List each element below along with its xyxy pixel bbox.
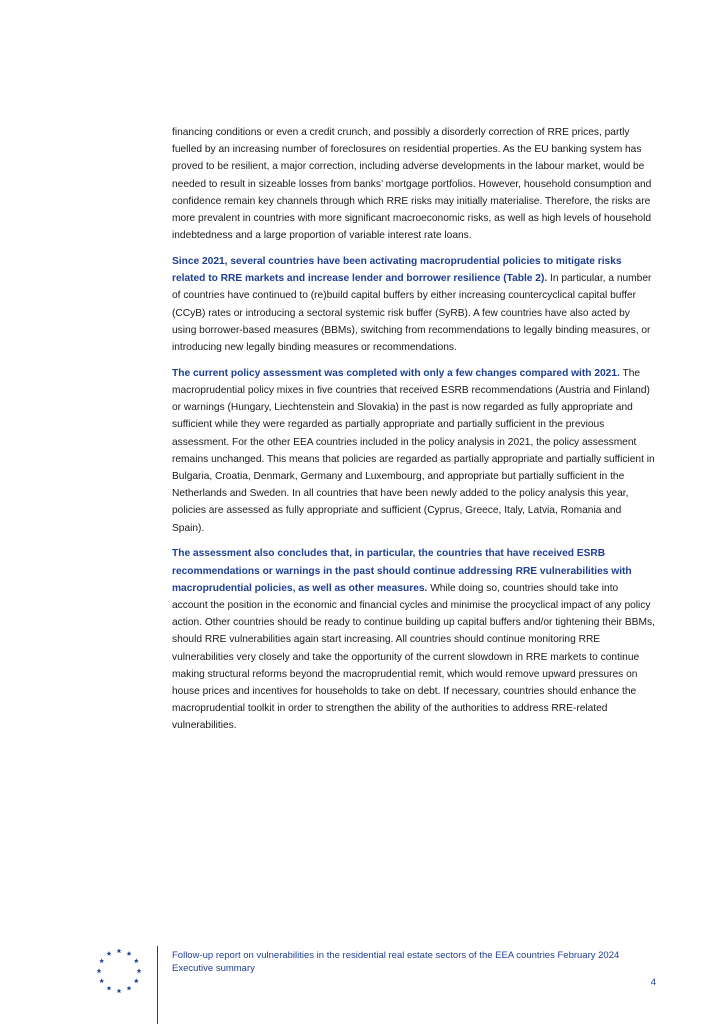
- paragraph-4-lead: The assessment also concludes that, in particular, the countries that have received ESRB recommendations or warnings in the past should continue addressing RRE vulnerabilities with macroprudential policies, as well as other measures.: [172, 548, 632, 594]
- paragraph-3-text: The macroprudential policy mixes in five countries that received ESRB recommendations (Austria and Finland) or warnings (Hungary, Liechtenstein and Slovakia) in the past is now regarded as fully appropriate and sufficient while they were regarded as partially appropriate and partially sufficient in the previous assessment. For the other EEA countries included in the policy analysis in 2021, the policy assessment remains unchanged. This means that policies are regarded as partially appropriate and partially sufficient in Bulgaria, Croatia, Denmark, Germany and Luxembourg, and appropriate but partially sufficient in the Netherlands and Sweden. In all countries that have been newly added to the policy analysis this year, policies are assessed as fully appropriate and sufficient (Cyprus, Greece, Italy, Latvia, Romania and Spain).: [172, 367, 655, 534]
- footer-report-title: Follow-up report on vulnerabilities in the residential real estate sectors of the EEA countries February 2024: [172, 950, 620, 961]
- paragraph-2-text: In particular, a number of countries have continued to (re)build capital buffers by either increasing countercyclical capital buffer (CCyB) rates or introducing a sectoral systemic risk buffer (SyRB). A few countries have also acted by using borrower-based measures (BBMs), switching from recommendations to legally binding measures, or introducing new legally binding measures or recommendations.: [172, 273, 652, 354]
- paragraph-2: [172, 253, 656, 356]
- paragraph-3-lead: The current policy assessment was completed with only a few changes compared with 2021.: [172, 367, 620, 379]
- paragraph-1-text: financing conditions or even a credit crunch, and possibly a disorderly correction of RRE prices, partly fuelled by an increasing number of foreclosures on residential properties. As the EU banking system has proved to be resilient, a major correction, including adverse developments in the labour market, would be needed to result in sizeable losses from banks’ mortgage portfolios. However, household consumption and confidence remain key channels through which RRE risks may initially materialise. Therefore, the risks are more prevalent in countries with more significant macroeconomic risks, as well as high levels of household indebtedness and a large proportion of variable interest rate loans.: [172, 127, 652, 242]
- footer-section-title: Executive summary: [172, 963, 255, 974]
- paragraph-1: [172, 124, 656, 244]
- paragraph-4: [172, 545, 656, 734]
- paragraph-2-lead: Since 2021, several countries have been activating macroprudential policies to mitigate risks related to RRE markets and increase lender and borrower resilience (Table 2).: [172, 256, 622, 285]
- page-number: 4: [650, 977, 656, 988]
- footer-divider: [157, 946, 158, 1024]
- document-body: [172, 124, 656, 743]
- footer-title: [172, 949, 656, 975]
- eu-stars-icon: [93, 945, 145, 997]
- paragraph-4-text: While doing so, countries should take into account the position in the economic and financial cycles and minimise the procyclical impact of any policy action. Other countries should be ready to continue building up capital buffers and/or tightening their BBMs, should RRE vulnerabilities again start increasing. All countries should continue monitoring RRE vulnerabilities very closely and take the opportunity of the current slowdown in RRE markets to continue making structural reforms beyond the macroprudential remit, which would remove upward pressures on house prices and incentives for households to take on debt. If necessary, countries should enhance the macroprudential toolkit in order to strengthen the ability of the authorities to address RRE-related vulnerabilities.: [172, 582, 655, 732]
- paragraph-3: [172, 365, 656, 537]
